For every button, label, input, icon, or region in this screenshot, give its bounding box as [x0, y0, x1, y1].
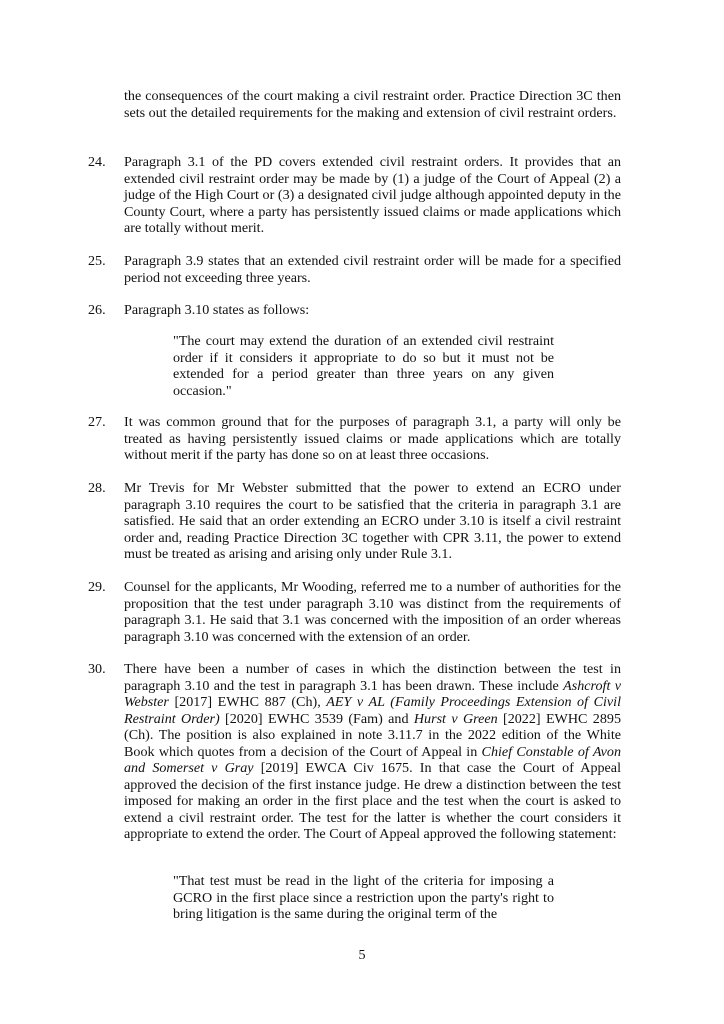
paragraph-number: 27. [88, 414, 106, 430]
paragraph-27 [88, 414, 621, 464]
paragraph-text: It was common ground that for the purposes of paragraph 3.1, a party will only be treated as having persistently issued claims or made applications which are totally without merit if the party has done so on at least three occasions. [124, 414, 621, 463]
case-citation: Ashcroft v Webster [124, 677, 622, 710]
paragraph-text: Paragraph 3.10 states as follows: [124, 302, 310, 318]
case-citation: AEY v AL (Family Proceedings Extension of Civil Restraint Order) [124, 694, 621, 727]
paragraph-30 [88, 661, 621, 843]
paragraph-number: 26. [88, 302, 106, 318]
paragraph-number: 30. [88, 661, 106, 677]
text-segment: [2022] EWHC 2895 (Ch). The position is also explained in note 3.11.7 in the 2022 edition of the White Book which quotes from a decision of the Court of Appeal in [124, 710, 621, 760]
paragraph-29 [88, 579, 621, 645]
paragraph-number: 25. [88, 253, 106, 269]
text-segment: [2019] EWCA Civ 1675. In that case the Court of Appeal approved the decision of the first instance judge. He drew a distinction between the test imposed for making an order in the first place and the test when the court is asked to extend a civil restraint order. The test for the latter is whether the court considers it appropriate to extend the order. The Court of Appeal approved the following statement: [124, 760, 621, 842]
paragraph-text: Paragraph 3.1 of the PD covers extended civil restraint orders. It provides that an extended civil restraint order may be made by (1) a judge of the Court of Appeal (2) a judge of the High Court or (3) a designated civil judge although appointed deputy in the County Court, where a party has persistently issued claims or made applications which are totally without merit. [124, 154, 621, 236]
paragraph-number: 28. [88, 480, 106, 496]
paragraph-25 [88, 253, 621, 286]
block-quote: "That test must be read in the light of the criteria for imposing a GCRO in the first place since a restriction upon the party's right to bring litigation is the same during the original term of the [173, 873, 554, 922]
paragraph-24 [88, 154, 621, 237]
paragraph-number: 24. [88, 154, 106, 170]
case-citation: Hurst v Green [413, 710, 498, 727]
paragraph-text [124, 661, 621, 843]
text-segment: [2020] EWHC 3539 (Fam) and [219, 710, 414, 727]
text-segment: There have been a number of cases in which the distinction between the test in paragraph 3.10 and the test in paragraph 3.1 has been drawn. These include [124, 661, 621, 694]
paragraph-28 [88, 480, 621, 563]
block-quote: "The court may extend the duration of an extended civil restraint order if it considers it appropriate to do so but it must not be extended for a period greater than three years on any given occasion." [173, 333, 554, 399]
case-citation: Chief Constable of Avon and Somerset v Gray [124, 743, 621, 776]
page-number: 5 [358, 947, 366, 963]
paragraph-text: Paragraph 3.9 states that an extended civil restraint order will be made for a specified period not exceeding three years. [124, 253, 621, 286]
continued-paragraph: the consequences of the court making a civil restraint order. Practice Direction 3C then sets out the detailed requirements for the making and extension of civil restraint orders. [124, 88, 621, 121]
paragraph-text: Counsel for the applicants, Mr Wooding, referred me to a number of authorities for the proposition that the test under paragraph 3.10 was distinct from the requirements of paragraph 3.1. He said that 3.1 was concerned with the imposition of an order whereas paragraph 3.10 was concerned with the extension of an order. [124, 579, 621, 645]
paragraph-text: Mr Trevis for Mr Webster submitted that the power to extend an ECRO under paragraph 3.10 requires the court to be satisfied that the criteria in paragraph 3.1 are satisfied. He said that an order extending an ECRO under 3.10 is itself a civil restraint order and, reading Practice Direction 3C together with CPR 3.11, the power to extend must be treated as arising and arising only under Rule 3.1. [124, 480, 621, 562]
text-segment: [2017] EWHC 887 (Ch), [168, 694, 327, 710]
paragraph-number: 29. [88, 579, 106, 595]
paragraph-26 [88, 302, 621, 319]
